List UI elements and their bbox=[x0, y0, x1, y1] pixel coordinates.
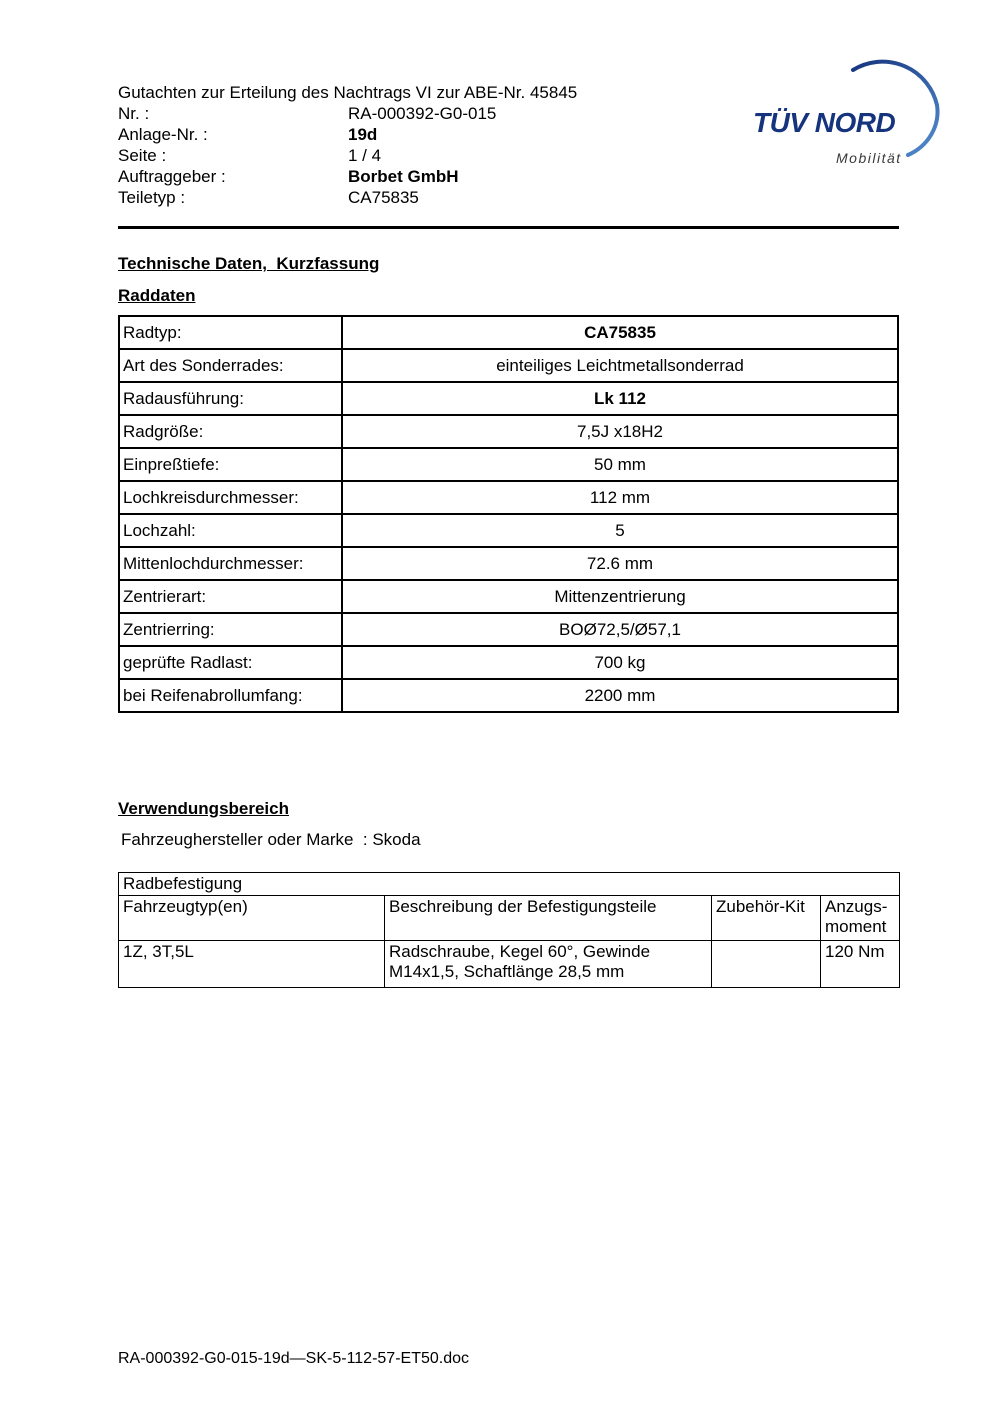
header-field-auftraggeber bbox=[118, 166, 738, 187]
row-value: 72.6 mm bbox=[342, 547, 898, 580]
table-row bbox=[119, 481, 898, 514]
field-value: Borbet GmbH bbox=[348, 167, 459, 186]
field-label: Anlage-Nr. : bbox=[118, 125, 208, 144]
cell-zubehoer-kit bbox=[712, 941, 821, 988]
column-header-anzugsmoment: Anzugs-moment bbox=[821, 896, 900, 941]
row-label: Lochzahl: bbox=[119, 514, 342, 547]
row-value: 50 mm bbox=[342, 448, 898, 481]
row-value: 5 bbox=[342, 514, 898, 547]
footer-filename: RA-000392-G0-015-19d—SK-5-112-57-ET50.doc bbox=[118, 1350, 470, 1367]
row-label: Radgröße: bbox=[119, 415, 342, 448]
row-label: Einpreßtiefe: bbox=[119, 448, 342, 481]
table-row bbox=[119, 448, 898, 481]
table-row bbox=[119, 679, 898, 712]
row-label: Radtyp: bbox=[119, 316, 342, 349]
row-value: BOØ72,5/Ø57,1 bbox=[342, 613, 898, 646]
column-header-fahrzeugtyp: Fahrzeugtyp(en) bbox=[119, 896, 385, 941]
table-row bbox=[119, 349, 898, 382]
table-row bbox=[119, 514, 898, 547]
tuv-nord-logo bbox=[748, 48, 952, 180]
row-label: Zentrierart: bbox=[119, 580, 342, 613]
row-label: Art des Sonderrades: bbox=[119, 349, 342, 382]
row-value: Lk 112 bbox=[342, 382, 898, 415]
row-value: einteiliges Leichtmetallsonderrad bbox=[342, 349, 898, 382]
column-header-beschreibung: Beschreibung der Befestigungsteile bbox=[385, 896, 712, 941]
table-row bbox=[119, 415, 898, 448]
field-value: RA-000392-G0-015 bbox=[348, 104, 497, 123]
table-row bbox=[119, 382, 898, 415]
radbefestigung-table bbox=[118, 872, 900, 988]
row-value: 700 kg bbox=[342, 646, 898, 679]
table-row bbox=[119, 941, 900, 988]
row-value: 2200 mm bbox=[342, 679, 898, 712]
table-row bbox=[119, 646, 898, 679]
table-row bbox=[119, 580, 898, 613]
field-label: Nr. : bbox=[118, 104, 150, 123]
row-value: 112 mm bbox=[342, 481, 898, 514]
table-row bbox=[119, 316, 898, 349]
technische-daten-heading: Technische Daten, Kurzfassung bbox=[118, 254, 380, 273]
field-value: 19d bbox=[348, 125, 378, 144]
field-label: Auftraggeber : bbox=[118, 167, 226, 186]
document-title bbox=[118, 82, 738, 103]
header-divider bbox=[118, 226, 899, 229]
row-label: Radausführung: bbox=[119, 382, 342, 415]
table-caption: Radbefestigung bbox=[119, 873, 900, 896]
raddaten-table bbox=[118, 315, 899, 713]
row-value: 7,5J x18H2 bbox=[342, 415, 898, 448]
header-field-nr bbox=[118, 103, 738, 124]
table-header-row bbox=[119, 896, 900, 941]
field-label: Teiletyp : bbox=[118, 188, 186, 207]
header-field-seite bbox=[118, 145, 738, 166]
field-label: Seite : bbox=[118, 146, 167, 165]
table-row bbox=[119, 547, 898, 580]
field-value: 1 / 4 bbox=[348, 146, 382, 165]
row-label: geprüfte Radlast: bbox=[119, 646, 342, 679]
row-label: Mittenlochdurchmesser: bbox=[119, 547, 342, 580]
table-row bbox=[119, 613, 898, 646]
column-header-zubehoer-kit: Zubehör-Kit bbox=[712, 896, 821, 941]
tuv-nord-logo-graphic bbox=[748, 48, 952, 180]
cell-fahrzeugtyp: 1Z, 3T,5L bbox=[119, 941, 385, 988]
logo-tagline: Mobilität bbox=[836, 150, 902, 166]
row-label: bei Reifenabrollumfang: bbox=[119, 679, 342, 712]
field-value: CA75835 bbox=[348, 188, 419, 207]
document-title-text: Gutachten zur Erteilung des Nachtrags VI zur ABE-Nr. 45845 bbox=[118, 83, 578, 102]
raddaten-heading: Raddaten bbox=[118, 286, 196, 305]
header-field-teiletyp bbox=[118, 187, 738, 208]
table-caption-row bbox=[119, 873, 900, 896]
manufacturer-line: Fahrzeughersteller oder Marke : Skoda bbox=[121, 830, 421, 849]
header-block bbox=[118, 82, 738, 208]
row-value: CA75835 bbox=[342, 316, 898, 349]
header-field-anlage-nr bbox=[118, 124, 738, 145]
cell-anzugsmoment: 120 Nm bbox=[821, 941, 900, 988]
logo-brand-text: TÜV NORD bbox=[753, 107, 896, 138]
row-label: Zentrierring: bbox=[119, 613, 342, 646]
verwendungsbereich-heading: Verwendungsbereich bbox=[118, 799, 289, 818]
row-label: Lochkreisdurchmesser: bbox=[119, 481, 342, 514]
cell-beschreibung: Radschraube, Kegel 60°, Gewinde M14x1,5, Schaftlänge 28,5 mm bbox=[385, 941, 712, 988]
row-value: Mittenzentrierung bbox=[342, 580, 898, 613]
